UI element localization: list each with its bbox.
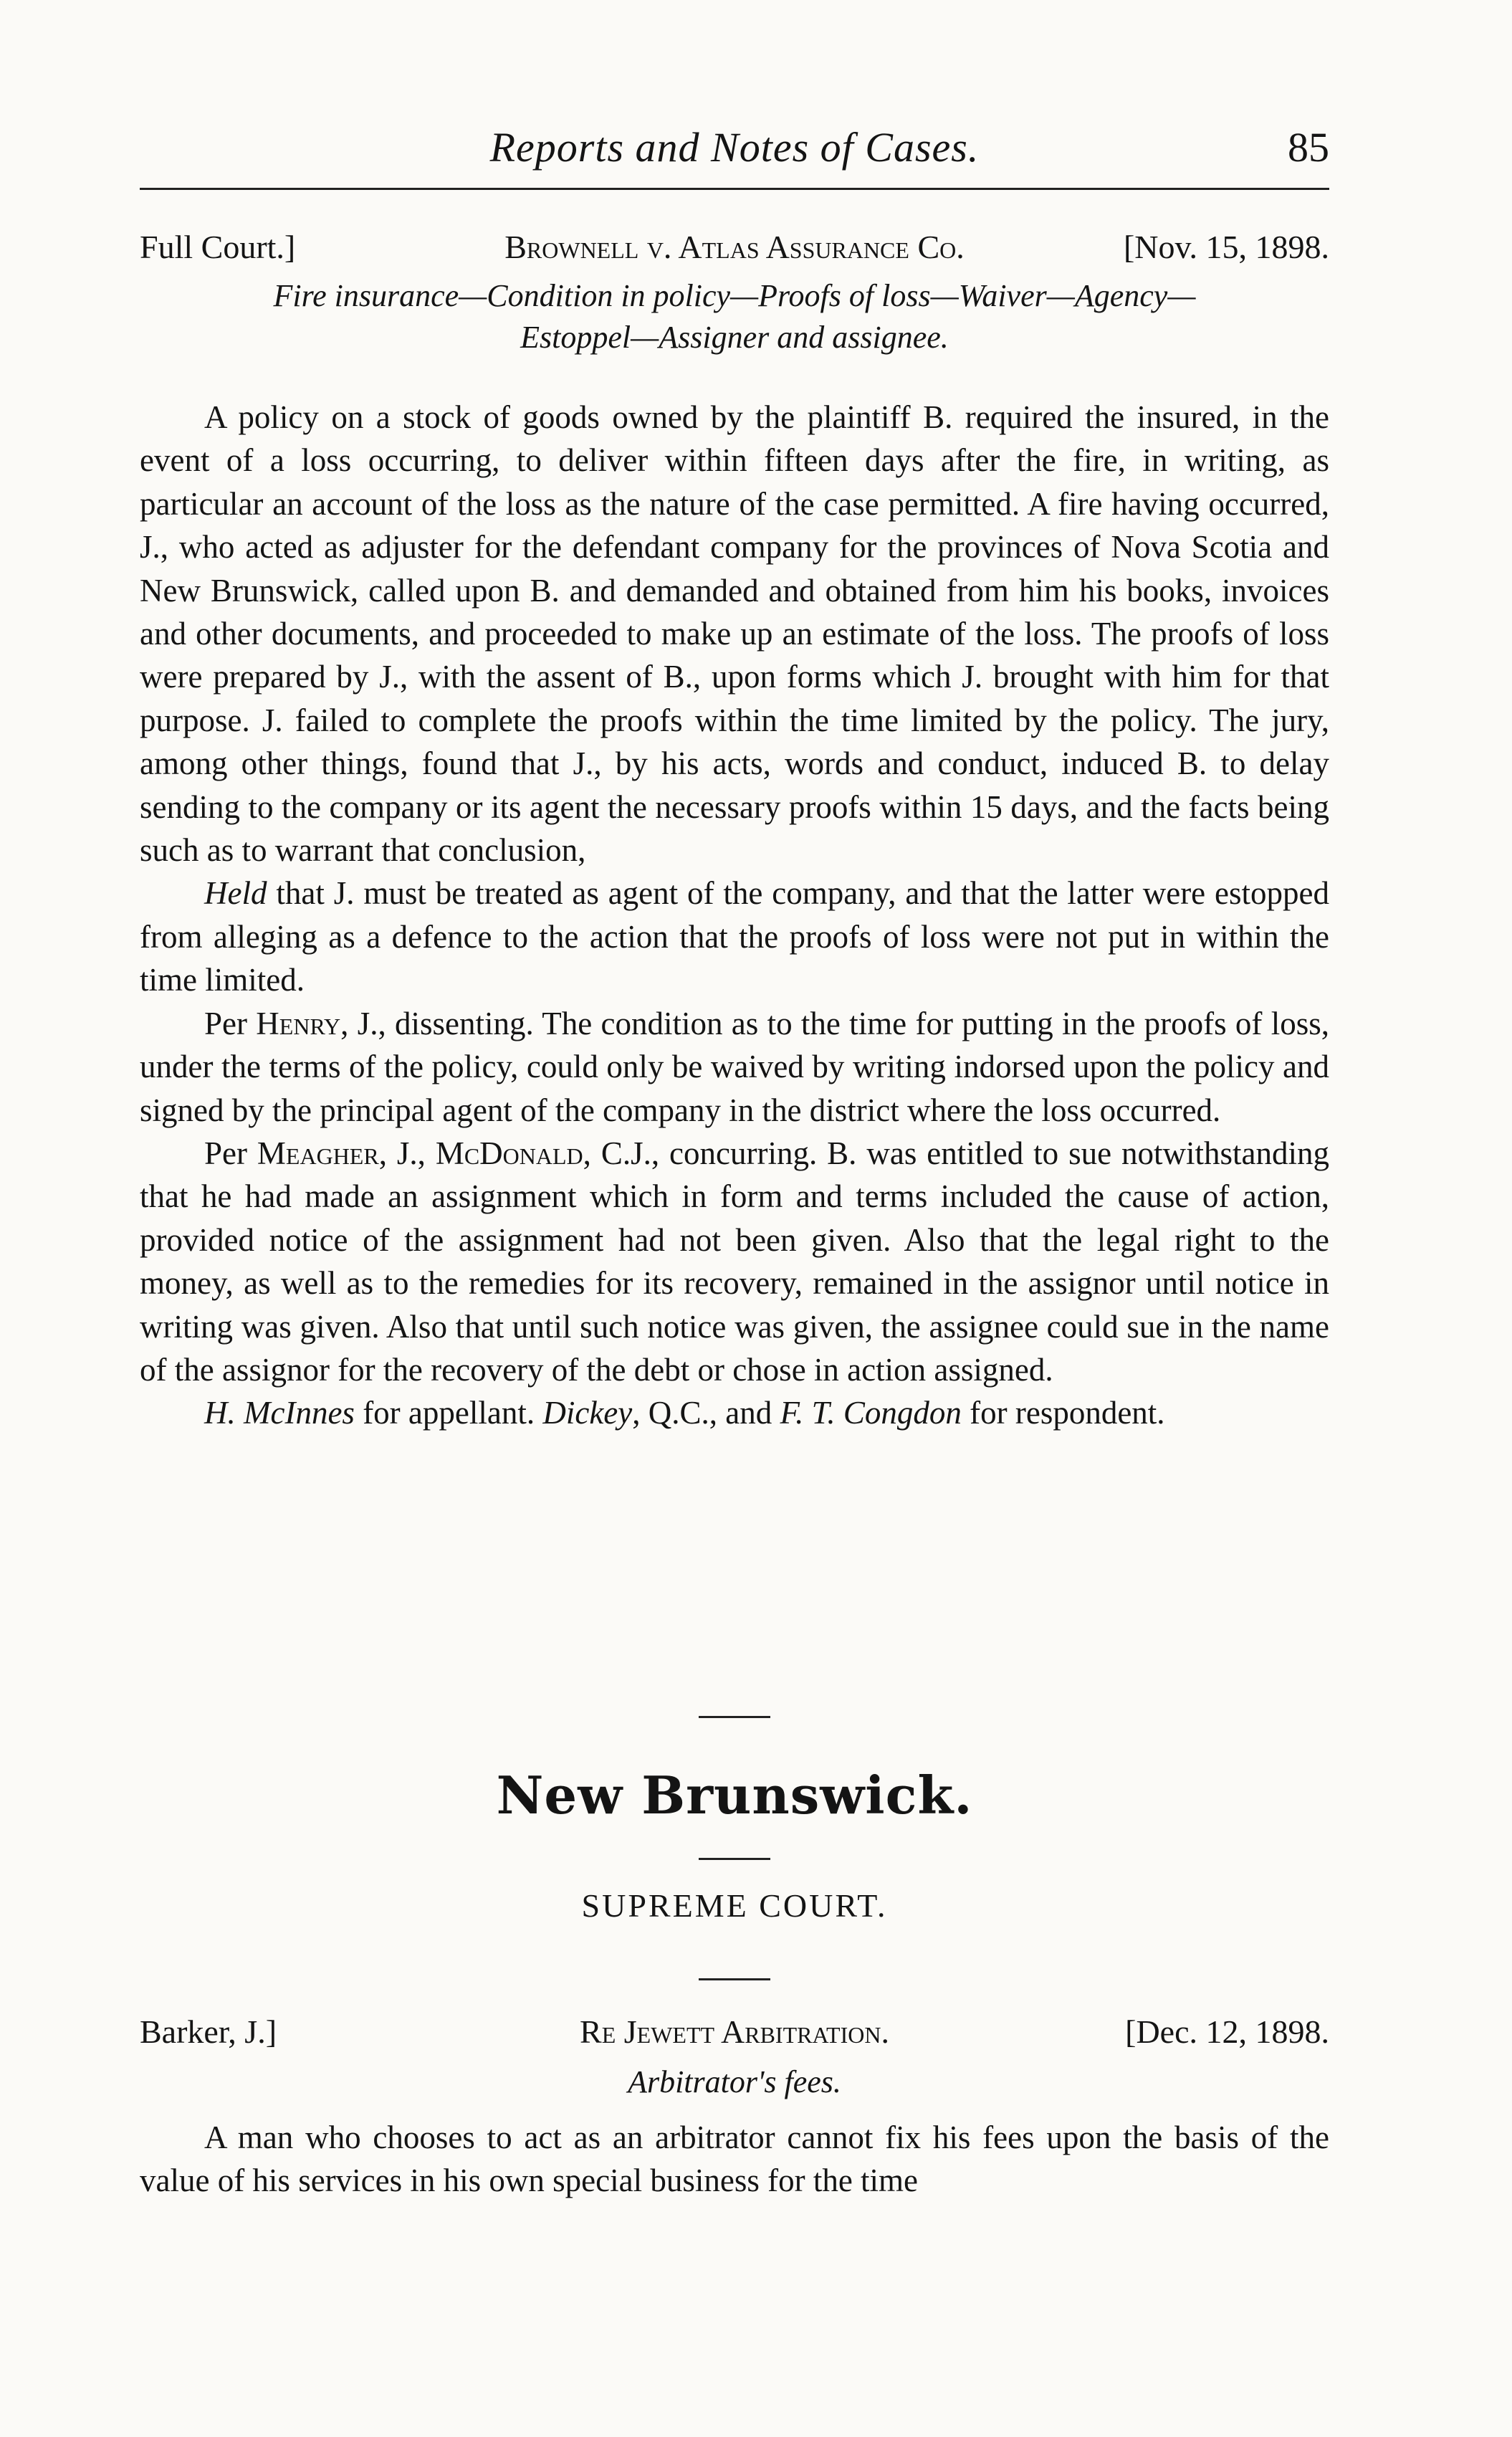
counsel-respondent-2: F. T. Congdon	[780, 1395, 962, 1431]
case-heading-jewett	[140, 2013, 1329, 2056]
running-title: Reports and Notes of Cases.	[489, 124, 980, 171]
counsel-text: for respondent.	[961, 1395, 1165, 1431]
counsel-appellant: H. McInnes	[204, 1395, 355, 1431]
per-label: Per	[204, 1135, 257, 1171]
judge-meagher: Meagher	[257, 1135, 379, 1171]
document-page	[140, 0, 1329, 2437]
case-date: [Dec. 12, 1898.	[1125, 2013, 1329, 2050]
section-title: New Brunswick.	[496, 1765, 973, 1826]
case-date: [Nov. 15, 1898.	[1123, 229, 1329, 265]
case-catchwords	[140, 275, 1329, 358]
header-rule	[140, 188, 1329, 190]
case-body-jewett	[140, 2116, 1329, 2203]
case-heading-brownell	[140, 228, 1329, 271]
case-name: Brownell v. Atlas Assurance Co.	[504, 229, 965, 265]
concurring-paragraph	[140, 1132, 1329, 1391]
held-paragraph	[140, 872, 1329, 1001]
concurring-text: , C.J., concurring. B. was entitled to sue notwithstanding that he had made an assignment which in form and terms included the cause of action, provided notice of the assignment had not been given. Also that the legal right to the money, as well as to the remedies for its recovery, remained in the assignor until notice in writing was given. Also that until such notice was given, the assignee could sue in the name of the assignor for the recovery of the debt or chose in action assigned.	[140, 1135, 1329, 1388]
running-header	[140, 123, 1329, 181]
case-body-brownell	[140, 396, 1329, 1435]
judge-henry: Henry	[256, 1005, 341, 1041]
page-number: 85	[1288, 124, 1329, 171]
divider-rule	[699, 1858, 770, 1860]
divider-rule	[699, 1716, 770, 1718]
dissent-text: , J., dissenting. The condition as to the time for putting in the proofs of loss, under the terms of the policy, could only be waived by writing indorsed upon the policy and signed by the principal agent of the company in the district where the loss occurred.	[140, 1005, 1329, 1128]
headnote-paragraph: A man who chooses to act as an arbitrator cannot fix his fees upon the basis of the value of his services in his own special business for the time	[140, 2119, 1329, 2199]
held-text: that J. must be treated as agent of the company, and that the latter were estopped from alleging as a defence to the action that the proofs of loss were not put in within the time limited.	[140, 875, 1329, 998]
per-label: Per	[204, 1005, 257, 1041]
catchwords-line-1: Fire insurance—Condition in policy—Proofs of loss—Waiver—Agency—	[273, 278, 1196, 313]
case-court: Barker, J.]	[140, 2013, 277, 2050]
divider-rule	[699, 1978, 770, 1980]
case-court: Full Court.]	[140, 229, 296, 265]
case-catchwords: Arbitrator's fees.	[628, 2064, 841, 2099]
court-title: SUPREME COURT.	[581, 1887, 888, 1924]
held-word: Held	[204, 875, 267, 912]
case-name: Re Jewett Arbitration.	[580, 2013, 889, 2050]
counsel-paragraph	[140, 1391, 1329, 1434]
counsel-respondent-1: Dickey	[542, 1395, 633, 1431]
dissent-paragraph	[140, 1002, 1329, 1132]
separator: , J.,	[378, 1135, 436, 1171]
headnote-paragraph: A policy on a stock of goods owned by the plaintiff B. required the insured, in the event of a loss occurring, to deliver within fifteen days after the fire, in writing, as particular an account of the loss as the nature of the case permitted. A fire having occurred, J., who acted as adjuster for the defendant company for the provinces of Nova Scotia and New Brunswick, called upon B. and demanded and obtained from him his books, invoices and other documents, and proceeded to make up an estimate of the loss. The proofs of loss were prepared by J., with the assent of B., upon forms which J. brought with him for that purpose. J. failed to complete the proofs within the time limited by the policy. The jury, among other things, found that J., by his acts, words and conduct, induced B. to delay sending to the company or its agent the necessary proofs within 15 days, and the facts being such as to warrant that conclusion,	[140, 399, 1329, 869]
catchwords-line-2: Estoppel—Assigner and assignee.	[520, 320, 949, 355]
judge-mcdonald: McDonald	[435, 1135, 583, 1171]
counsel-text: for appellant.	[354, 1395, 543, 1431]
counsel-text: , Q.C., and	[632, 1395, 780, 1431]
